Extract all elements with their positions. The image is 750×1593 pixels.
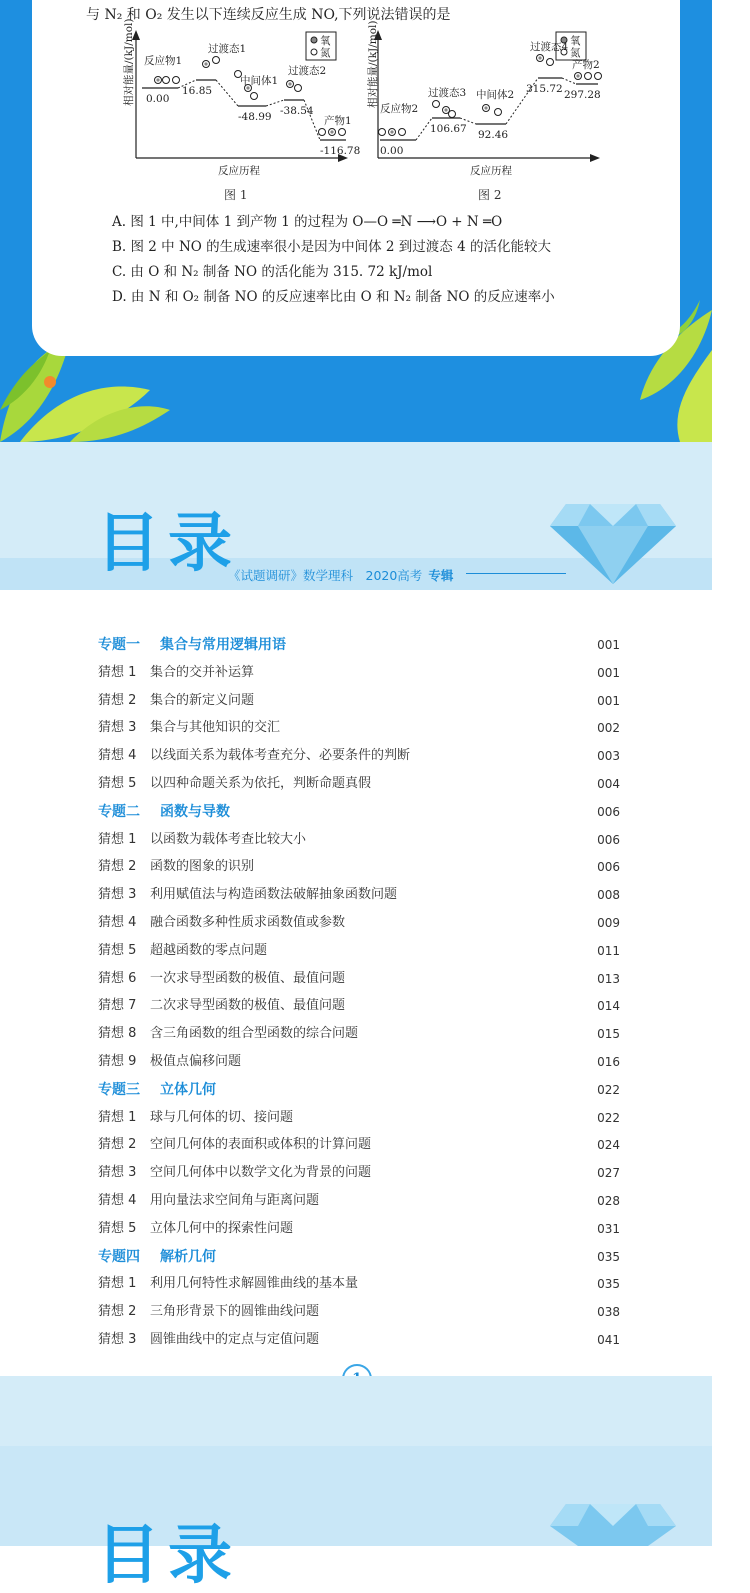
label-reactant-1: 反应物1 [144,55,183,67]
toc-row [98,1299,620,1325]
toc-row [98,743,620,769]
toc-row [98,771,620,797]
toc-row-number: 猜想 8 [98,1026,137,1042]
value-1: 16.85 [182,85,213,97]
toc-row [98,827,620,853]
toc-row-page: 038 [597,1305,620,1320]
toc-row [98,910,620,936]
toc-row-number: 猜想 2 [98,1304,137,1320]
toc-row-page: 004 [597,777,620,791]
toc-row-page: 022 [597,1110,620,1125]
toc-row [98,1271,620,1297]
toc-subtitle-text: 《试题调研》数学理科 2020高考 [228,568,423,583]
toc-row-title: 圆锥曲线中的定点与定值问题 [150,1332,320,1347]
label-intermediate-2: 中间体2 [476,89,515,101]
toc-row-page: 014 [597,999,620,1014]
toc-row-number: 猜想 3 [98,887,137,903]
toc-topic-row [98,1077,620,1103]
toc-row-title: 超越函数的零点问题 [150,942,268,958]
toc-row-page: 027 [597,1166,620,1181]
toc-row-number: 猜想 4 [98,915,137,930]
toc-row-title: 以线面关系为载体考查充分、必要条件的判断 [150,748,411,764]
toc-row-number: 猜想 4 [98,748,137,764]
toc-title: 目录 [96,507,240,581]
toc-row-page: 002 [597,721,620,736]
x-axis-label: 反应历程 [218,165,260,177]
toc-row-page: 009 [597,916,620,930]
label-ts-1: 过渡态1 [208,43,247,55]
toc-row-title: 含三角函数的组合型函数的综合问题 [150,1026,359,1042]
y-axis-label: 相对能量/(kJ/mol) [123,18,135,106]
value-2: -48.99 [238,111,272,123]
toc-row-number: 猜想 2 [98,692,137,708]
toc-row [98,1160,620,1186]
toc-row [98,966,620,992]
toc-row-number: 猜想 2 [98,1137,137,1153]
toc-row-title: 空间几何体中以数学文化为背景的问题 [150,1165,372,1181]
toc-row-number: 猜想 5 [98,942,137,958]
toc-row-number: 猜想 3 [98,1165,137,1181]
toc-row-number: 猜想 3 [98,1332,137,1347]
toc-row-page: 024 [597,1138,620,1153]
toc-subtitle [228,566,453,584]
x-axis-label: 反应历程 [470,165,512,177]
toc-row [98,1021,620,1047]
option-a: A. 图 1 中,中间体 1 到产物 1 的过程为 O—O ═N ⟶O + N ═O [112,214,503,230]
toc-row-page: 006 [597,860,620,875]
legend-oxygen: 氧 [320,35,331,47]
toc-row-page: 001 [597,665,620,680]
toc-row-number: 猜想 5 [98,1220,137,1236]
legend-oxygen: 氧 [570,35,581,47]
toc-row [98,660,620,686]
toc-row [98,1327,620,1353]
toc-row-page: 035 [597,1277,620,1292]
question-card [32,0,680,356]
toc-row-title: 空间几何体的表面积或体积的计算问题 [150,1137,372,1153]
toc-row-number: 猜想 9 [98,1054,137,1069]
label-ts-3: 过渡态3 [428,87,467,99]
bottom-background [0,1376,712,1446]
toc-row-number: 专题二 [98,803,140,820]
toc-subtitle-special: 专辑 [428,568,454,583]
energy-diagram-1 [98,18,361,178]
toc-row-title: 立体几何 [160,1081,216,1098]
value-2: 92.46 [478,129,509,141]
toc-topic-row [98,799,620,825]
label-reactant-2: 反应物2 [380,103,419,115]
toc-row-title: 一次求导型函数的极值、最值问题 [150,970,346,986]
toc-row [98,1188,620,1214]
value-4: 297.28 [564,89,601,101]
legend-nitrogen: 氮 [570,47,581,59]
label-ts-4: 过渡态4 [530,41,569,53]
toc-row-title: 集合的新定义问题 [150,692,255,708]
toc-row-page: 006 [597,832,620,847]
toc-row-number: 专题三 [98,1081,140,1098]
next-toc-title: 目录 [96,1519,240,1593]
toc-row-page: 016 [597,1055,620,1069]
toc-row-title: 集合与其他知识的交汇 [150,720,281,736]
toc-row-number: 猜想 1 [98,664,137,680]
toc-row [98,854,620,880]
label-product-1: 产物1 [324,115,352,127]
toc-row-title: 集合与常用逻辑用语 [160,637,286,653]
y-axis-label: 相对能量/(kJ/mol) [367,20,379,108]
toc-row [98,1049,620,1075]
toc-row [98,1105,620,1131]
value-4: -116.78 [320,145,361,157]
toc-row-title: 函数与导数 [160,803,230,820]
toc-row-page: 035 [597,1249,620,1264]
toc-topic-row [98,632,620,658]
energy-diagram-2 [350,20,602,178]
toc-row [98,882,620,908]
question-stem: 与 N₂ 和 O₂ 发生以下连续反应生成 NO,下列说法错误的是 [86,7,451,23]
toc-row-title: 以函数为载体考查比较大小 [150,831,307,847]
fig1-caption: 图 1 [224,188,248,202]
toc-row-page: 001 [597,638,620,652]
toc-row-title: 三角形背景下的圆锥曲线问题 [150,1304,320,1320]
toc-row-page: 008 [597,888,620,903]
toc-row-title: 函数的图象的识别 [150,859,255,875]
option-d: D. 由 N 和 O₂ 制备 NO 的反应速率比由 O 和 N₂ 制备 NO 的反应速率小 [112,289,555,305]
toc-row-number: 专题一 [98,637,140,653]
value-0: 0.00 [380,145,404,157]
toc-row-number: 猜想 4 [98,1193,137,1208]
toc-row-title: 利用赋值法与构造函数法破解抽象函数问题 [150,887,398,903]
toc-row-number: 猜想 6 [98,970,137,986]
value-3: -38.54 [280,105,314,117]
toc-row-title: 二次求导型函数的极值、最值问题 [150,998,346,1014]
toc-row-page: 006 [597,804,620,819]
toc-row-page: 003 [597,749,620,764]
toc-row-title: 立体几何中的探索性问题 [150,1220,294,1236]
toc-subtitle-line [466,573,566,574]
toc-row-title: 利用几何特性求解圆锥曲线的基本量 [150,1276,359,1292]
toc-row-number: 猜想 1 [98,1109,137,1125]
toc-row-page: 011 [597,943,620,958]
toc-row-number: 猜想 3 [98,720,137,736]
toc-row-page: 028 [597,1194,620,1208]
toc-row-page: 041 [597,1333,620,1347]
toc-row-number: 猜想 1 [98,831,137,847]
toc-row [98,715,620,741]
toc-row-page: 015 [597,1027,620,1042]
label-product-2: 产物2 [572,59,600,71]
toc-row-title: 解析几何 [160,1248,216,1265]
label-intermediate-1: 中间体1 [240,75,279,87]
toc-row-number: 猜想 7 [98,998,137,1014]
toc-row [98,1132,620,1158]
value-1: 106.67 [430,123,467,135]
toc-row-page: 001 [597,693,620,708]
toc-row [98,993,620,1019]
label-ts-2: 过渡态2 [288,65,327,77]
toc-row-title: 极值点偏移问题 [150,1054,242,1069]
toc-topic-row [98,1244,620,1270]
toc-row-title: 用向量法求空间角与距离问题 [150,1193,320,1208]
toc-row-number: 猜想 1 [98,1276,137,1292]
fig2-caption: 图 2 [478,188,502,202]
toc-row-page: 022 [597,1082,620,1097]
toc-row-number: 专题四 [98,1248,140,1265]
toc-row-page: 013 [597,971,620,986]
diamond-icon [548,500,678,586]
toc-row-title: 球与几何体的切、接问题 [150,1109,294,1125]
toc-row-number: 猜想 2 [98,859,137,875]
toc-row-title: 融合函数多种性质求函数值或参数 [150,915,346,930]
question-frame [0,0,712,442]
toc-row-title: 以四种命题关系为依托，判断命题真假 [150,776,372,791]
option-c: C. 由 O 和 N₂ 制备 NO 的活化能为 315. 72 kJ/mol [112,264,433,280]
legend-nitrogen: 氮 [320,47,331,59]
value-3: 315.72 [526,83,563,95]
toc-row [98,688,620,714]
toc-row-number: 猜想 5 [98,776,137,791]
toc-row [98,1216,620,1242]
toc-row [98,938,620,964]
toc-row-title: 集合的交并补运算 [150,664,255,680]
option-b: B. 图 2 中 NO 的生成速率很小是因为中间体 2 到过渡态 4 的活化能较大 [112,239,551,255]
toc-row-page: 031 [597,1221,620,1236]
diamond-icon [548,1500,678,1546]
value-0: 0.00 [146,93,170,105]
